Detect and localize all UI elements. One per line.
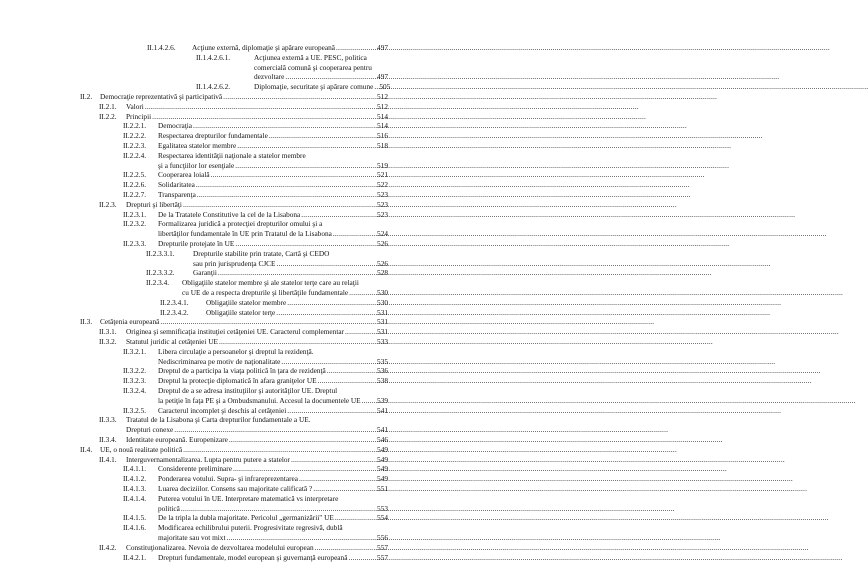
toc-entry-number: II.2.3.3. xyxy=(123,239,147,248)
toc-entry-page-number: 539 xyxy=(377,395,388,405)
toc-entry-number: II.2.3.4. xyxy=(146,278,170,288)
toc-entry-title: Constituţionalizarea. Nevoia de dezvoltarea modelului european xyxy=(126,542,314,552)
toc-entry-page-number: 516 xyxy=(377,131,388,141)
toc-entry xyxy=(0,289,452,298)
toc-entry xyxy=(0,367,452,376)
toc-entry-page-number: 531 xyxy=(377,317,388,327)
toc-entry-page-number: 541 xyxy=(377,405,388,415)
toc-entry-title-line xyxy=(158,191,388,200)
toc-entry-title-line xyxy=(100,318,388,327)
toc-entry-page-number: 557 xyxy=(377,552,388,562)
toc-entry-page-number: 549 xyxy=(377,474,388,484)
toc-entry-title: Diplomaţie, securitate şi apărare comune xyxy=(254,82,374,92)
toc-entry-number: II.1.4.2.6.1. xyxy=(196,52,231,62)
toc-entry-title-line xyxy=(254,73,388,82)
toc-entry-leader-dots xyxy=(223,93,376,102)
toc-entry xyxy=(0,309,452,318)
toc-entry xyxy=(0,426,452,435)
toc-entry-leader-dots xyxy=(318,377,376,386)
toc-entry-title-line xyxy=(158,397,388,406)
toc-entry-title-line xyxy=(158,495,388,504)
toc-entry-page-number: 549 xyxy=(377,454,388,464)
toc-entry-number: II.3.2.2. xyxy=(123,366,147,376)
toc-entry-title: Originea şi semnificaţia instituţiei cetăţeniei UE. Caracterul complementar xyxy=(126,327,345,337)
toc-entry-page-number: 512 xyxy=(377,101,388,111)
toc-entry-leader-dots xyxy=(299,475,376,484)
toc-entry-title: UE, o nouă realitate politică xyxy=(100,444,183,454)
toc-entry-number: II.4.1. xyxy=(99,454,117,464)
toc-entry-title-line xyxy=(158,162,388,171)
toc-entry xyxy=(0,475,452,484)
toc-entry xyxy=(0,416,452,425)
toc-entry-title-line xyxy=(158,407,388,416)
toc-entry-title: Transparenţa xyxy=(158,190,196,199)
toc-entry-number: II.3.4. xyxy=(99,435,117,444)
toc-entry-title: Formalizarea juridică a protecţiei drepturilor omului şi a xyxy=(158,219,323,229)
toc-entry-number: II.4.2.1. xyxy=(123,552,147,562)
toc-entry-title-line xyxy=(158,475,388,484)
toc-entry-page-number: 553 xyxy=(377,503,388,513)
toc-entry-title-line xyxy=(126,456,388,465)
toc-entry-page-number: 523 xyxy=(377,190,388,199)
toc-entry-number: II.2.3.3.2. xyxy=(146,268,175,278)
toc-entry-title: Tratatul de la Lisabona şi Carta drepturilor fundamentale a UE. xyxy=(126,415,311,425)
toc-entry-title: Libera circulaţie a persoanelor şi dreptul la rezidenţă. xyxy=(158,346,314,356)
toc-entry-number: II.3.2.3. xyxy=(123,376,147,386)
toc-entry-title: Modificarea echilibrului puterii. Progresivitate regresivă, dublă xyxy=(158,523,343,533)
toc-entry-number: II.1.4.2.6. xyxy=(147,43,176,52)
toc-entry-title: Valori xyxy=(126,101,144,111)
toc-entry xyxy=(0,279,452,288)
toc-entry xyxy=(0,113,452,122)
toc-entry-title-line xyxy=(126,416,388,425)
toc-entry-title: Obligaţiile statelor membre şi ale statelor terţe care au relaţii xyxy=(182,278,359,288)
toc-entry-number: II.3. xyxy=(80,317,93,327)
toc-entry-leader-dots xyxy=(362,397,376,406)
toc-entry xyxy=(0,260,452,269)
toc-entry-number: II.4.1.3. xyxy=(123,484,147,493)
toc-entry-title-line xyxy=(126,103,388,112)
toc-entry-title: Considerente preliminare xyxy=(158,464,232,474)
toc-entry-leader-dots xyxy=(345,328,376,337)
toc-entry-title: Statutul juridic al cetăţeniei UE xyxy=(126,337,218,346)
toc-entry-title-line xyxy=(158,181,388,190)
toc-entry-leader-dots xyxy=(374,83,378,92)
toc-entry-title: Respectarea identităţii naţionale a statelor membre xyxy=(158,150,306,160)
toc-entry xyxy=(0,436,452,445)
toc-entry-number: II.3.2. xyxy=(99,337,117,346)
toc-entry-page-number: 533 xyxy=(377,337,388,346)
toc-entry xyxy=(0,64,452,73)
toc-entry xyxy=(0,387,452,396)
toc-entry-number: II.2.2.1. xyxy=(123,121,147,131)
toc-entry-leader-dots xyxy=(233,465,376,474)
toc-entry-leader-dots xyxy=(269,132,376,141)
toc-entry xyxy=(0,554,452,563)
toc-entry-page-number: 557 xyxy=(377,542,388,552)
toc-entry-title: Ponderarea votului. Supra- şi infrareprezentarea xyxy=(158,474,298,484)
toc-entry-title: Drepturi şi libertăţi xyxy=(126,199,182,209)
toc-entry-page-number: 535 xyxy=(377,356,388,366)
toc-entry-title: De la Tratatele Constitutive la cel de la Lisabona xyxy=(158,209,301,219)
toc-entry-title-line xyxy=(158,505,388,514)
toc-entry-page-number: 526 xyxy=(377,258,388,268)
toc-entry-page-number: 554 xyxy=(377,513,388,523)
toc-entry-title: Obligaţiile statelor membre xyxy=(206,297,287,307)
toc-entry-leader-dots xyxy=(335,514,376,523)
toc-entry-leader-dots xyxy=(301,211,376,220)
toc-entry-title: Drepturi conexe xyxy=(126,425,174,435)
toc-entry-leader-dots xyxy=(183,201,376,210)
toc-entry-number: II.2.3.2. xyxy=(123,219,147,229)
toc-entry-number: II.2.3.4.1. xyxy=(160,297,189,307)
toc-entry-title-line xyxy=(158,142,388,151)
toc-entry xyxy=(0,73,452,82)
toc-entry xyxy=(0,142,452,151)
toc-entry xyxy=(0,93,452,102)
toc-entry-title: libertăţilor fundamentale în UE prin Tratatul de la Lisabona xyxy=(158,229,332,239)
toc-entry-title-line xyxy=(158,367,388,376)
toc-entry-leader-dots xyxy=(237,142,376,151)
toc-entry-page-number: 531 xyxy=(377,327,388,337)
toc-entry-title: şi a funcţiilor lor esenţiale xyxy=(158,160,235,170)
toc-entry-title-line xyxy=(254,82,391,92)
toc-entry-number: II.2.2.2. xyxy=(123,131,147,141)
toc-entry-page-number: 524 xyxy=(377,229,388,239)
toc-entry-number: II.2.2.7. xyxy=(123,190,147,199)
toc-entry-title-line xyxy=(206,299,388,308)
toc-entry-page-number: 526 xyxy=(377,239,388,248)
toc-entry-leader-dots xyxy=(174,426,376,435)
toc-entry xyxy=(0,485,452,494)
toc-entry-title-line xyxy=(100,446,388,455)
toc-entry-leader-dots xyxy=(193,122,376,131)
toc-entry-leader-dots xyxy=(291,456,376,465)
toc-entry-title-line xyxy=(126,113,388,122)
toc-entry-leader-dots xyxy=(145,103,376,112)
toc-entry-title-line xyxy=(254,64,388,73)
toc-entry-title: Garanţii xyxy=(193,268,217,278)
toc-entry-title-line xyxy=(126,338,388,347)
toc-entry-leader-dots xyxy=(315,544,376,553)
toc-entry-title: Acţiune externă, diplomaţie şi apărare europeană xyxy=(192,43,336,52)
toc-entry-title: Interguvernamentalizarea. Lupta pentru putere a statelor xyxy=(126,454,290,464)
toc-entry-title: Dreptul de a participa la viaţa politică în ţara de rezidenţă xyxy=(158,366,326,376)
toc-entry-leader-dots xyxy=(160,318,376,327)
toc-entry-title: Caracterul incomplet şi deschis al cetăţeniei xyxy=(158,405,287,415)
toc-entry-page-number: 549 xyxy=(377,444,388,454)
toc-entry-page-number: 514 xyxy=(377,111,388,121)
toc-entry-title-line xyxy=(206,309,388,318)
toc-entry-leader-dots xyxy=(276,309,376,318)
toc-entry-page-number: 497 xyxy=(377,43,388,52)
toc-entry-number: II.2.3. xyxy=(99,199,117,209)
toc-entry-number: II.2.2.4. xyxy=(123,150,147,160)
toc-entry xyxy=(0,465,452,474)
toc-entry-title-line xyxy=(100,93,388,102)
toc-entry-page-number: 530 xyxy=(377,297,388,307)
toc-entry-leader-dots xyxy=(235,240,376,249)
toc-entry xyxy=(0,54,452,63)
toc-entry xyxy=(0,132,452,141)
toc-entry-number: II.2.2.6. xyxy=(123,180,147,190)
toc-entry-title-line xyxy=(158,514,388,523)
toc-entry xyxy=(0,397,452,406)
toc-entry-leader-dots xyxy=(235,162,376,171)
toc-entry xyxy=(0,269,452,278)
toc-entry-number: II.4.2. xyxy=(99,542,117,552)
toc-entry-leader-dots xyxy=(348,554,376,563)
toc-entry-title: Egalitatea statelor membre xyxy=(158,141,237,150)
toc-entry-title: Acţiunea externă a UE. PESC, politica xyxy=(254,52,367,62)
toc-entry-title-line xyxy=(182,279,388,288)
toc-entry-title: Identitate europeană. Europenizare xyxy=(126,435,228,444)
toc-entry-title-line xyxy=(193,260,388,269)
toc-entry-page-number: 538 xyxy=(377,376,388,386)
toc-entry-number: II.4.1.5. xyxy=(123,513,147,523)
toc-entry-page-number: 521 xyxy=(377,170,388,180)
toc-entry-title-line xyxy=(158,348,388,357)
toc-entry-number: II.3.2.4. xyxy=(123,386,147,395)
toc-entry xyxy=(0,338,452,347)
toc-entry-number: II.4.1.2. xyxy=(123,474,147,484)
toc-entry-leader-dots xyxy=(287,299,376,308)
toc-entry xyxy=(0,377,452,386)
toc-entry-number: II.3.2.1. xyxy=(123,346,147,356)
toc-entry-number: II.1.4.2.6.2. xyxy=(196,82,231,92)
toc-entry-leader-dots xyxy=(183,446,376,455)
toc-entry xyxy=(0,544,452,553)
toc-entry-title-line xyxy=(158,230,388,239)
toc-entry-title-line xyxy=(158,152,388,161)
toc-entry-leader-dots xyxy=(181,505,376,514)
toc-entry-title-line xyxy=(158,534,388,543)
toc-entry-number: II.4. xyxy=(80,444,93,454)
toc-entry xyxy=(0,171,452,180)
toc-entry-number: II.4.1.6. xyxy=(123,523,147,533)
toc-entry-page-number: 512 xyxy=(377,92,388,101)
toc-entry-title: Cetăţenia europeană xyxy=(100,317,160,327)
toc-entry-page-number: 528 xyxy=(377,268,388,278)
toc-entry-title-line xyxy=(126,436,388,445)
toc-entry-title: Dreptul de a se adresa instituţiilor şi autorităţilor UE. Dreptul xyxy=(158,386,338,395)
toc-entry xyxy=(0,191,452,200)
toc-entry-leader-dots xyxy=(313,485,376,494)
toc-entry-leader-dots xyxy=(349,289,376,298)
toc-entry xyxy=(0,328,452,337)
toc-entry-title-line xyxy=(158,171,388,180)
toc-entry xyxy=(0,103,452,112)
toc-entry xyxy=(0,524,452,533)
toc-entry-leader-dots xyxy=(196,181,376,190)
toc-entry-page-number: 530 xyxy=(377,288,388,297)
toc-entry-leader-dots xyxy=(277,260,377,269)
toc-entry-title: Principii xyxy=(126,111,152,121)
toc-entry-title: majoritate sau vot mixt xyxy=(158,533,226,542)
toc-entry xyxy=(0,456,452,465)
toc-entry-number: II.2.2.3. xyxy=(123,141,147,150)
toc-entry xyxy=(0,505,452,514)
toc-entry-page-number: 519 xyxy=(377,160,388,170)
toc-entry xyxy=(0,211,452,220)
toc-entry-page-number: 523 xyxy=(377,209,388,219)
toc-entry-leader-dots xyxy=(285,73,376,82)
toc-entry-title: Solidaritatea xyxy=(158,180,195,190)
toc-entry xyxy=(0,318,452,327)
toc-entry-title-line xyxy=(182,289,388,298)
toc-entry-leader-dots xyxy=(197,191,376,200)
toc-entry-title: Obligaţiile statelor terţe xyxy=(206,307,276,317)
toc-entry-page-number: 518 xyxy=(377,141,388,150)
toc-entry-title-line xyxy=(192,44,388,53)
toc-entry-leader-dots xyxy=(281,358,376,367)
toc-entry-leader-dots xyxy=(229,436,376,445)
toc-entry-title: Democraţie reprezentativă şi participativă xyxy=(100,92,223,101)
toc-entry-number: II.4.1.1. xyxy=(123,464,147,474)
toc-entry-page-number: 536 xyxy=(377,366,388,376)
toc-entry-leader-dots xyxy=(287,407,376,416)
toc-entry xyxy=(0,162,452,171)
toc-entry-number: II.2. xyxy=(80,92,93,101)
toc-entry-title-line xyxy=(158,485,388,494)
toc-entry xyxy=(0,240,452,249)
toc-entry-leader-dots xyxy=(219,338,376,347)
toc-entry-number: II.3.1. xyxy=(99,327,117,337)
toc-entry-title: Drepturile protejate în UE xyxy=(158,239,235,248)
toc-entry-leader-dots xyxy=(336,44,376,53)
toc-entry-leader-dots xyxy=(218,269,376,278)
toc-entry-title-line xyxy=(158,358,388,367)
toc-entry xyxy=(0,122,452,131)
toc-entry-title-line xyxy=(193,269,388,278)
toc-entry-page-number: 551 xyxy=(377,484,388,493)
toc-entry xyxy=(0,348,452,357)
toc-entry-title: la petiţie în faţa PE şi a Ombudsmanului. Accesul la documentele UE xyxy=(158,395,361,405)
toc-entry-page-number: 531 xyxy=(377,307,388,317)
toc-entry-title-line xyxy=(254,54,388,63)
toc-entry-title-line xyxy=(158,465,388,474)
toc-entry-title: sau prin jurisprudenţa CJCE xyxy=(193,258,276,268)
toc-entry-title-line xyxy=(158,122,388,131)
toc-entry-title-line xyxy=(158,220,388,229)
toc-entry-number: II.3.3. xyxy=(99,415,117,425)
toc-entry-number: II.4.1.4. xyxy=(123,493,147,503)
toc-entry-title-line xyxy=(126,201,388,210)
toc-entry-page-number: 546 xyxy=(377,435,388,444)
toc-entry xyxy=(0,495,452,504)
toc-entry-number: II.2.3.1. xyxy=(123,209,147,219)
toc-entry xyxy=(0,514,452,523)
toc-entry-title-line xyxy=(158,240,388,249)
toc-entry xyxy=(0,230,452,239)
toc-entry-number: II.2.2. xyxy=(99,111,117,121)
toc-entry-title-line xyxy=(158,132,388,141)
toc-entry-page-number: 541 xyxy=(377,425,388,435)
toc-entry-title-line xyxy=(158,387,388,396)
toc-entry xyxy=(0,358,452,367)
toc-entry-title: Cooperarea loială xyxy=(158,170,210,180)
toc-entry xyxy=(0,534,452,543)
toc-entry-page-number: 497 xyxy=(377,72,388,82)
toc-entry-title-line xyxy=(126,426,388,435)
toc-entry-number: II.2.3.4.2. xyxy=(160,307,189,317)
toc-entry xyxy=(0,299,452,308)
toc-entry-title: Luarea deciziilor. Consens sau majoritate calificată ? xyxy=(158,484,313,493)
toc-entry-title-line xyxy=(158,554,388,563)
toc-entry xyxy=(0,152,452,161)
toc-entry-leader-dots xyxy=(211,171,376,180)
toc-entry-title: Puterea votului în UE. Interpretare matematică vs interpretare xyxy=(158,493,339,503)
toc-entry-number: II.2.1. xyxy=(99,101,117,111)
toc-entry-title-line xyxy=(126,544,388,553)
toc-entry-title: cu UE de a respecta drepturile şi libertăţile fundamentale xyxy=(182,288,349,297)
toc-entry xyxy=(0,220,452,229)
toc-entry-title: Nediscriminarea pe motiv de naţionalitate xyxy=(158,356,281,366)
toc-entry-number: II.3.2.5. xyxy=(123,405,147,415)
toc-entry xyxy=(0,201,452,210)
toc-entry-page-number: 549 xyxy=(377,464,388,474)
toc-entry-leader-dots xyxy=(327,367,376,376)
toc-entry-number: II.2.2.5. xyxy=(123,170,147,180)
toc-entry xyxy=(0,407,452,416)
toc-entry xyxy=(0,44,452,53)
toc-entry-leader-dots xyxy=(333,230,376,239)
toc-entry-number: II.2.3.3.1. xyxy=(146,248,175,258)
toc-entry-title-line xyxy=(158,377,388,386)
toc-entry-leader-dots xyxy=(152,113,376,122)
toc-entry xyxy=(0,250,452,259)
toc-entry-title: Democraţia xyxy=(158,121,193,131)
toc-entry-title: dezvoltare xyxy=(254,72,285,82)
toc-entry-page-number: 522 xyxy=(377,180,388,190)
toc-entry-title: De la tripla la dubla majoritate. Pericolul „germanizării" UE xyxy=(158,513,334,523)
toc-entry-title-line xyxy=(158,524,388,533)
toc-entry-title: comercială comună şi cooperarea pentru xyxy=(254,62,372,72)
toc-entry-title: Respectarea drepturilor fundamentale xyxy=(158,131,268,141)
toc-entry-title-line xyxy=(158,211,388,220)
toc-entry-leader-dots xyxy=(226,534,376,543)
toc-entry-title: Drepturi fundamentale, model european şi guvernanţă europeană xyxy=(158,552,348,562)
toc-entry xyxy=(0,181,452,190)
toc-entry-title: politică xyxy=(158,503,180,513)
toc-entry-page-number: 523 xyxy=(377,199,388,209)
toc-entry-title-line xyxy=(193,250,388,259)
toc-entry-title: Dreptul la protecţie diplomatică în afara graniţelor UE xyxy=(158,376,317,386)
toc-entry-title-line xyxy=(126,328,388,337)
toc-entry-page-number: 505 xyxy=(379,82,391,92)
toc-entry-title: Drepturile stabilite prin tratate, Cartă şi CEDO xyxy=(193,248,330,258)
toc-entry-page-number: 556 xyxy=(377,533,388,542)
toc-entry-page-number: 514 xyxy=(377,121,388,131)
toc-entry xyxy=(0,83,452,92)
toc-entry xyxy=(0,446,452,455)
